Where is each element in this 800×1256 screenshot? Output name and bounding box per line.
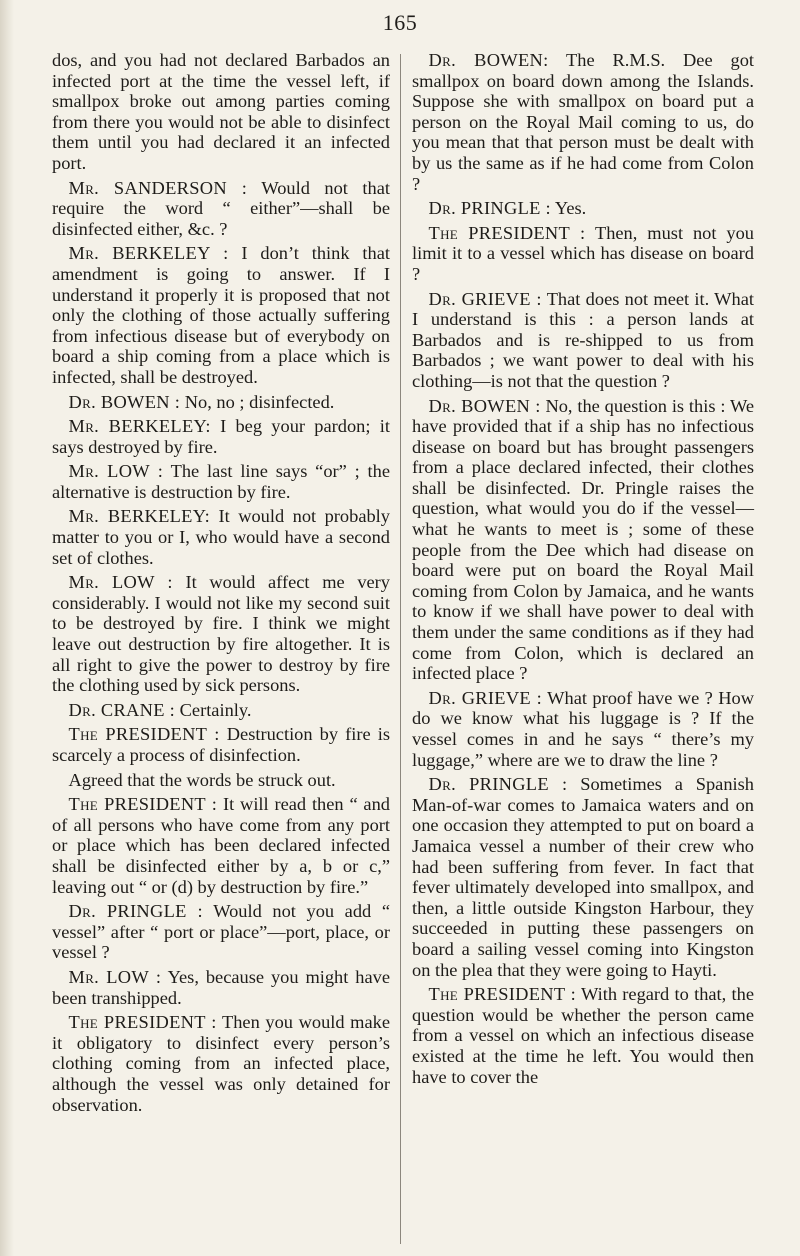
paragraph-text: Sometimes a Spanish Man-of-war comes to Jamaica waters and on one occasion they attempted to put on board a Jamaica vessel a number of their crew who had been suffering from fever. In fact that fever ultimately developed into smallpox, and then, a little outside Kingston Harbour, they succeeded in putting these passengers on board a sailing vessel coming into Kingston on the plea that they were going to Hayti. [412, 774, 754, 980]
paragraph [412, 984, 754, 1087]
paragraph-text: Certainly. [179, 699, 252, 720]
paragraph [52, 1012, 390, 1115]
paragraph [52, 506, 390, 568]
paragraph [52, 50, 390, 174]
page-number: 165 [382, 10, 418, 35]
paragraph-text: That does not meet it. What I understand is this : a person lands at Barbados and is re-shipped to us from Barbados ; we want power to deal with his clothing—is not that the question ? [412, 288, 755, 391]
speaker-name: Dr. PRINGLE : [428, 198, 551, 219]
page-edge-shadow [0, 0, 14, 1256]
paragraph [52, 178, 390, 240]
paragraph [52, 461, 390, 502]
speaker-name: The PRESIDENT : [68, 1012, 217, 1033]
speaker-name: Mr. LOW : [68, 572, 173, 593]
speaker-name: Dr. GRIEVE : [428, 288, 542, 309]
paragraph-text: It will read then “ and of all persons who have come from any port or place which has been declared infected shall be disinfected either by a, b or c,” leaving out “ or (d) by destruction by fire.” [52, 794, 390, 897]
speaker-name: Dr. CRANE : [68, 699, 176, 720]
paragraph [412, 396, 754, 684]
paragraph [52, 794, 390, 897]
paragraph-text: Agreed that the words be struck out. [68, 769, 336, 790]
speaker-name: The PRESIDENT : [428, 222, 586, 243]
speaker-name: Mr. BERKELEY : [68, 243, 229, 264]
speaker-name: Dr. BOWEN: [428, 50, 549, 70]
speaker-name: Mr. SANDERSON : [68, 177, 248, 198]
right-column [412, 50, 754, 1091]
speaker-name: The PRESIDENT : [428, 984, 577, 1005]
paragraph-text: No, the question is this : We have provided that if a ship has no infectious disease on board but has brought passengers from a place declared infected, their clothes shall be disinfected. Dr. Pringle raises the question, what would you do if the vessel—what he wants to meet is ; some of these people from the Dee which had disease on board were put on board the Royal Mail coming from Colon by Jamaica, and he wants to know if we shall have power to deal with them under the same conditions as if they had come from Colon, which is declared an infected place ? [412, 395, 754, 684]
paragraph [412, 198, 754, 219]
paragraph-text: With regard to that, the question would be whether the person came from a vessel on which an infectious disease existed at the time he left. You would then have to cover the [412, 984, 755, 1087]
paragraph-text: The R.M.S. Dee got smallpox on board down among the Islands. Suppose she with smallpox on board put a person on the Royal Mail coming to us, do you mean that that person must be dealt with by us the same as if he had come from Colon ? [412, 50, 754, 194]
speaker-name: Mr. BERKELEY: [68, 416, 211, 437]
speaker-name: Dr. BOWEN : [428, 395, 541, 416]
speaker-name: Dr. PRINGLE : [68, 901, 203, 922]
left-column [52, 50, 390, 1119]
column-divider [400, 54, 401, 1244]
paragraph [52, 572, 390, 696]
paragraph [52, 967, 390, 1008]
speaker-name: The PRESIDENT : [68, 794, 218, 815]
paragraph-text: Then you would make it obligatory to disinfect every person’s clothing coming from an infected place, although the vessel was only detained for observation. [52, 1012, 390, 1115]
paragraph [52, 901, 390, 963]
speaker-name: Mr. LOW : [68, 461, 164, 482]
paragraph-text: I don’t think that amendment is going to answer. If I understand it properly it is proposed that not only the clothing of those actually suffering from infectious disease but of everybody on board a ship coming from a place which is infected, shall be destroyed. [52, 243, 390, 387]
speaker-name: Dr. PRINGLE : [428, 774, 568, 795]
paragraph-text: Yes. [554, 198, 587, 219]
paragraph-text: The last line says “or” ; the alternative is destruction by fire. [52, 461, 390, 502]
paragraph-text: No, no ; disinfected. [184, 391, 335, 412]
paragraph-text: Destruction by fire is scarcely a process of disinfection. [52, 724, 390, 765]
speaker-name: Mr. BERKELEY: [68, 506, 210, 527]
paragraph-text: I beg your pardon; it says destroyed by fire. [52, 416, 390, 457]
speaker-name: Mr. LOW : [68, 966, 162, 987]
paragraph-text: Would not you add “ vessel” after “ port or place”—port, place, or vessel ? [52, 901, 390, 963]
paragraph [52, 243, 390, 387]
paragraph [52, 724, 390, 765]
paragraph [52, 700, 390, 721]
speaker-name: Dr. GRIEVE : [428, 687, 543, 708]
speaker-name: Dr. BOWEN : [68, 391, 181, 412]
paragraph [412, 289, 754, 392]
paragraph-text: dos, and you had not declared Barbados an infected port at the time the vessel left, if smallpox broke out among parties coming from there you would not be able to disinfect them until you had declared it an infected port. [52, 50, 390, 173]
paragraph-text: It would not probably matter to you or I, who would have a second set of clothes. [52, 506, 390, 568]
paragraph-text: What proof have we ? How do we know what his luggage is ? If the vessel comes in and he says “ there’s my luggage,” where are we to draw the line ? [412, 687, 755, 770]
paragraph-text: It would affect me very considerably. I would not like my second suit to be destroyed by fire. I think we might leave out destruction by fire altogether. It is all right to give the power to destroy by fire the clothing used by sick persons. [52, 572, 390, 696]
paragraph [412, 774, 754, 980]
speaker-name: The PRESIDENT : [68, 724, 220, 745]
paragraph [52, 770, 390, 791]
paragraph [412, 50, 754, 194]
paragraph-text: Yes, because you might have been transhipped. [52, 966, 390, 1008]
paragraph [412, 688, 754, 770]
paragraph-text: Would not that require the word “ either”—shall be disinfected either, &c. ? [52, 177, 390, 239]
paragraph-text: Then, must not you limit it to a vessel which has disease on board ? [412, 222, 754, 284]
paragraph [52, 392, 390, 413]
paragraph [52, 416, 390, 457]
paragraph [412, 223, 754, 285]
